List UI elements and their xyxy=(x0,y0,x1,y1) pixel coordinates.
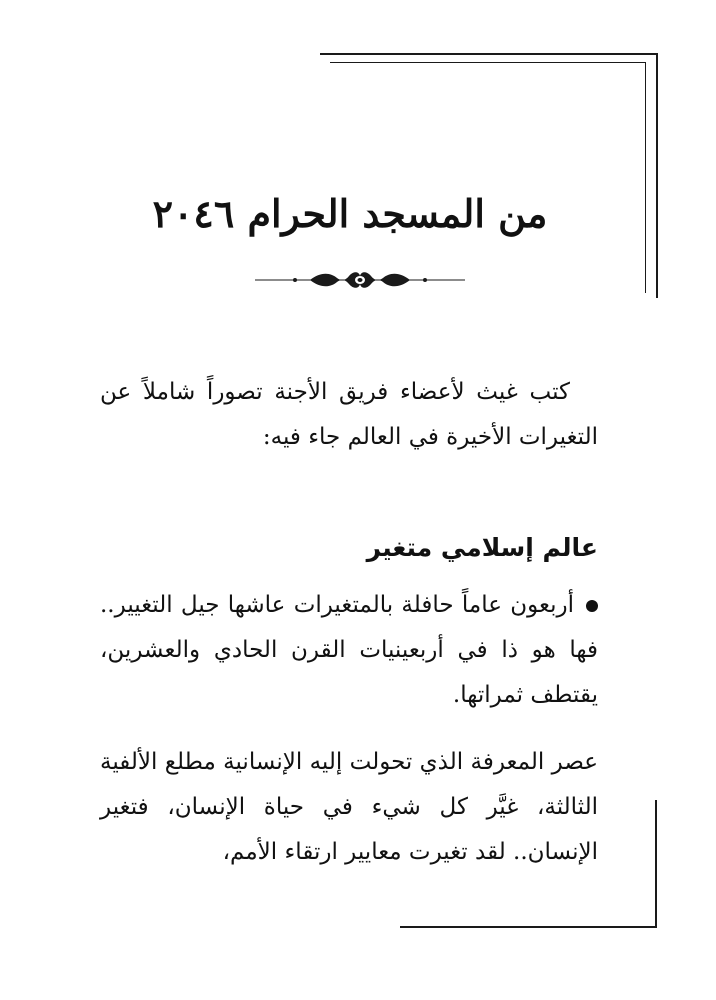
intro-paragraph: كتب غيث لأعضاء فريق الأجنة تصوراً شاملاً عن التغيرات الأخيرة في العالم جاء فيه: xyxy=(100,379,598,450)
frame-top-inner-line xyxy=(330,62,646,63)
bullet-paragraph xyxy=(100,583,598,718)
frame-bottom-horizontal-line xyxy=(400,926,657,928)
frame-bottom-right-vertical-line xyxy=(655,800,657,928)
frame-right-outer-line xyxy=(656,53,658,298)
section-heading: عالم إسلامي متغير xyxy=(366,533,598,562)
body-paragraph: عصر المعرفة الذي تحولت إليه الإنسانية مطلع الألفية الثالثة، غيَّر كل شيء في حياة الإنسان، فتغير الإنسان.. لقد تغيرت معايير ارتقاء الأمم، xyxy=(100,749,598,865)
bullet-text: أربعون عاماً حافلة بالمتغيرات عاشها جيل التغيير.. فها هو ذا في أربعينيات القرن الحادي والعشرين، يقتطف ثمراتها. xyxy=(100,592,598,708)
bullet-icon xyxy=(586,600,598,612)
frame-top-outer-line xyxy=(320,53,658,55)
ornament-divider-icon xyxy=(255,268,465,292)
frame-right-inner-line xyxy=(645,62,646,293)
chapter-title: من المسجد الحرام ٢٠٤٦ xyxy=(152,191,548,236)
